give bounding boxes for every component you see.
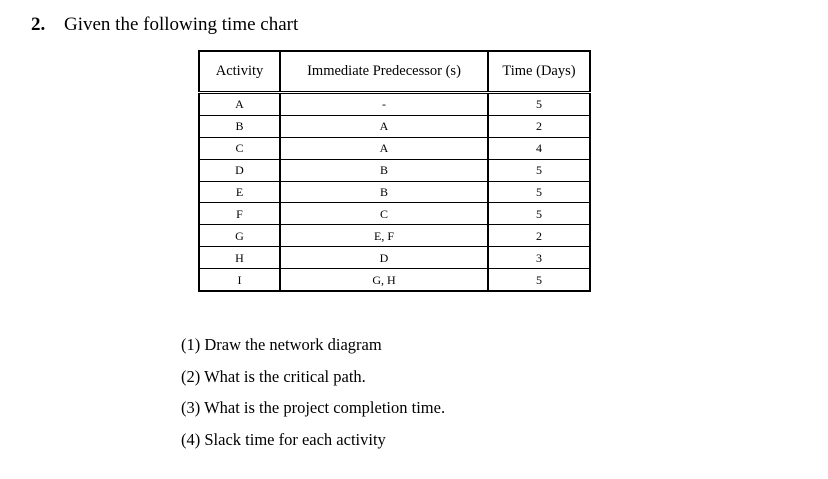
time-chart-table bbox=[198, 50, 591, 292]
activity-cell: A bbox=[199, 93, 280, 116]
time-cell: 5 bbox=[488, 93, 590, 116]
table-row bbox=[199, 115, 590, 137]
predecessor-cell: A bbox=[280, 115, 488, 137]
task-item-network-diagram: (1) Draw the network diagram bbox=[181, 335, 382, 354]
time-cell: 5 bbox=[488, 269, 590, 291]
time-cell: 4 bbox=[488, 137, 590, 159]
task-item-slack-time: (4) Slack time for each activity bbox=[181, 430, 386, 450]
task-item-completion-time: (3) What is the project completion time. bbox=[181, 398, 446, 418]
task-list bbox=[181, 333, 445, 460]
header-activity: Activity bbox=[199, 51, 280, 93]
activity-cell: D bbox=[199, 159, 280, 181]
predecessor-cell: B bbox=[280, 159, 488, 181]
predecessor-cell: E, F bbox=[280, 225, 488, 247]
activity-cell: B bbox=[199, 115, 280, 137]
activity-cell: F bbox=[199, 203, 280, 225]
table-row bbox=[199, 137, 590, 159]
table-header-row bbox=[199, 51, 590, 93]
question-number: 2. bbox=[31, 14, 46, 35]
table-row bbox=[199, 247, 590, 269]
question-heading bbox=[31, 14, 298, 36]
activity-cell: C bbox=[199, 137, 280, 159]
header-immediate-predecessor: Immediate Predecessor (s) bbox=[280, 51, 488, 93]
activity-cell: H bbox=[199, 247, 280, 269]
predecessor-cell: D bbox=[280, 247, 488, 269]
header-time-days: Time (Days) bbox=[488, 51, 590, 93]
activity-cell: E bbox=[199, 181, 280, 203]
table-row bbox=[199, 225, 590, 247]
time-cell: 5 bbox=[488, 181, 590, 203]
time-cell: 3 bbox=[488, 247, 590, 269]
time-cell: 5 bbox=[488, 159, 590, 181]
predecessor-cell: C bbox=[280, 203, 488, 225]
activity-cell: G bbox=[199, 225, 280, 247]
predecessor-cell: G, H bbox=[280, 269, 488, 291]
predecessor-cell: - bbox=[280, 93, 488, 116]
table-row bbox=[199, 181, 590, 203]
time-cell: 5 bbox=[488, 203, 590, 225]
table-row bbox=[199, 159, 590, 181]
table-row bbox=[199, 269, 590, 291]
table-row bbox=[199, 203, 590, 225]
table-row bbox=[199, 93, 590, 116]
time-cell: 2 bbox=[488, 115, 590, 137]
activity-cell: I bbox=[199, 269, 280, 291]
task-item-critical-path: (2) What is the critical path. bbox=[181, 366, 366, 386]
predecessor-cell: B bbox=[280, 181, 488, 203]
question-title: Given the following time chart bbox=[64, 14, 299, 35]
predecessor-cell: A bbox=[280, 137, 488, 159]
time-cell: 2 bbox=[488, 225, 590, 247]
